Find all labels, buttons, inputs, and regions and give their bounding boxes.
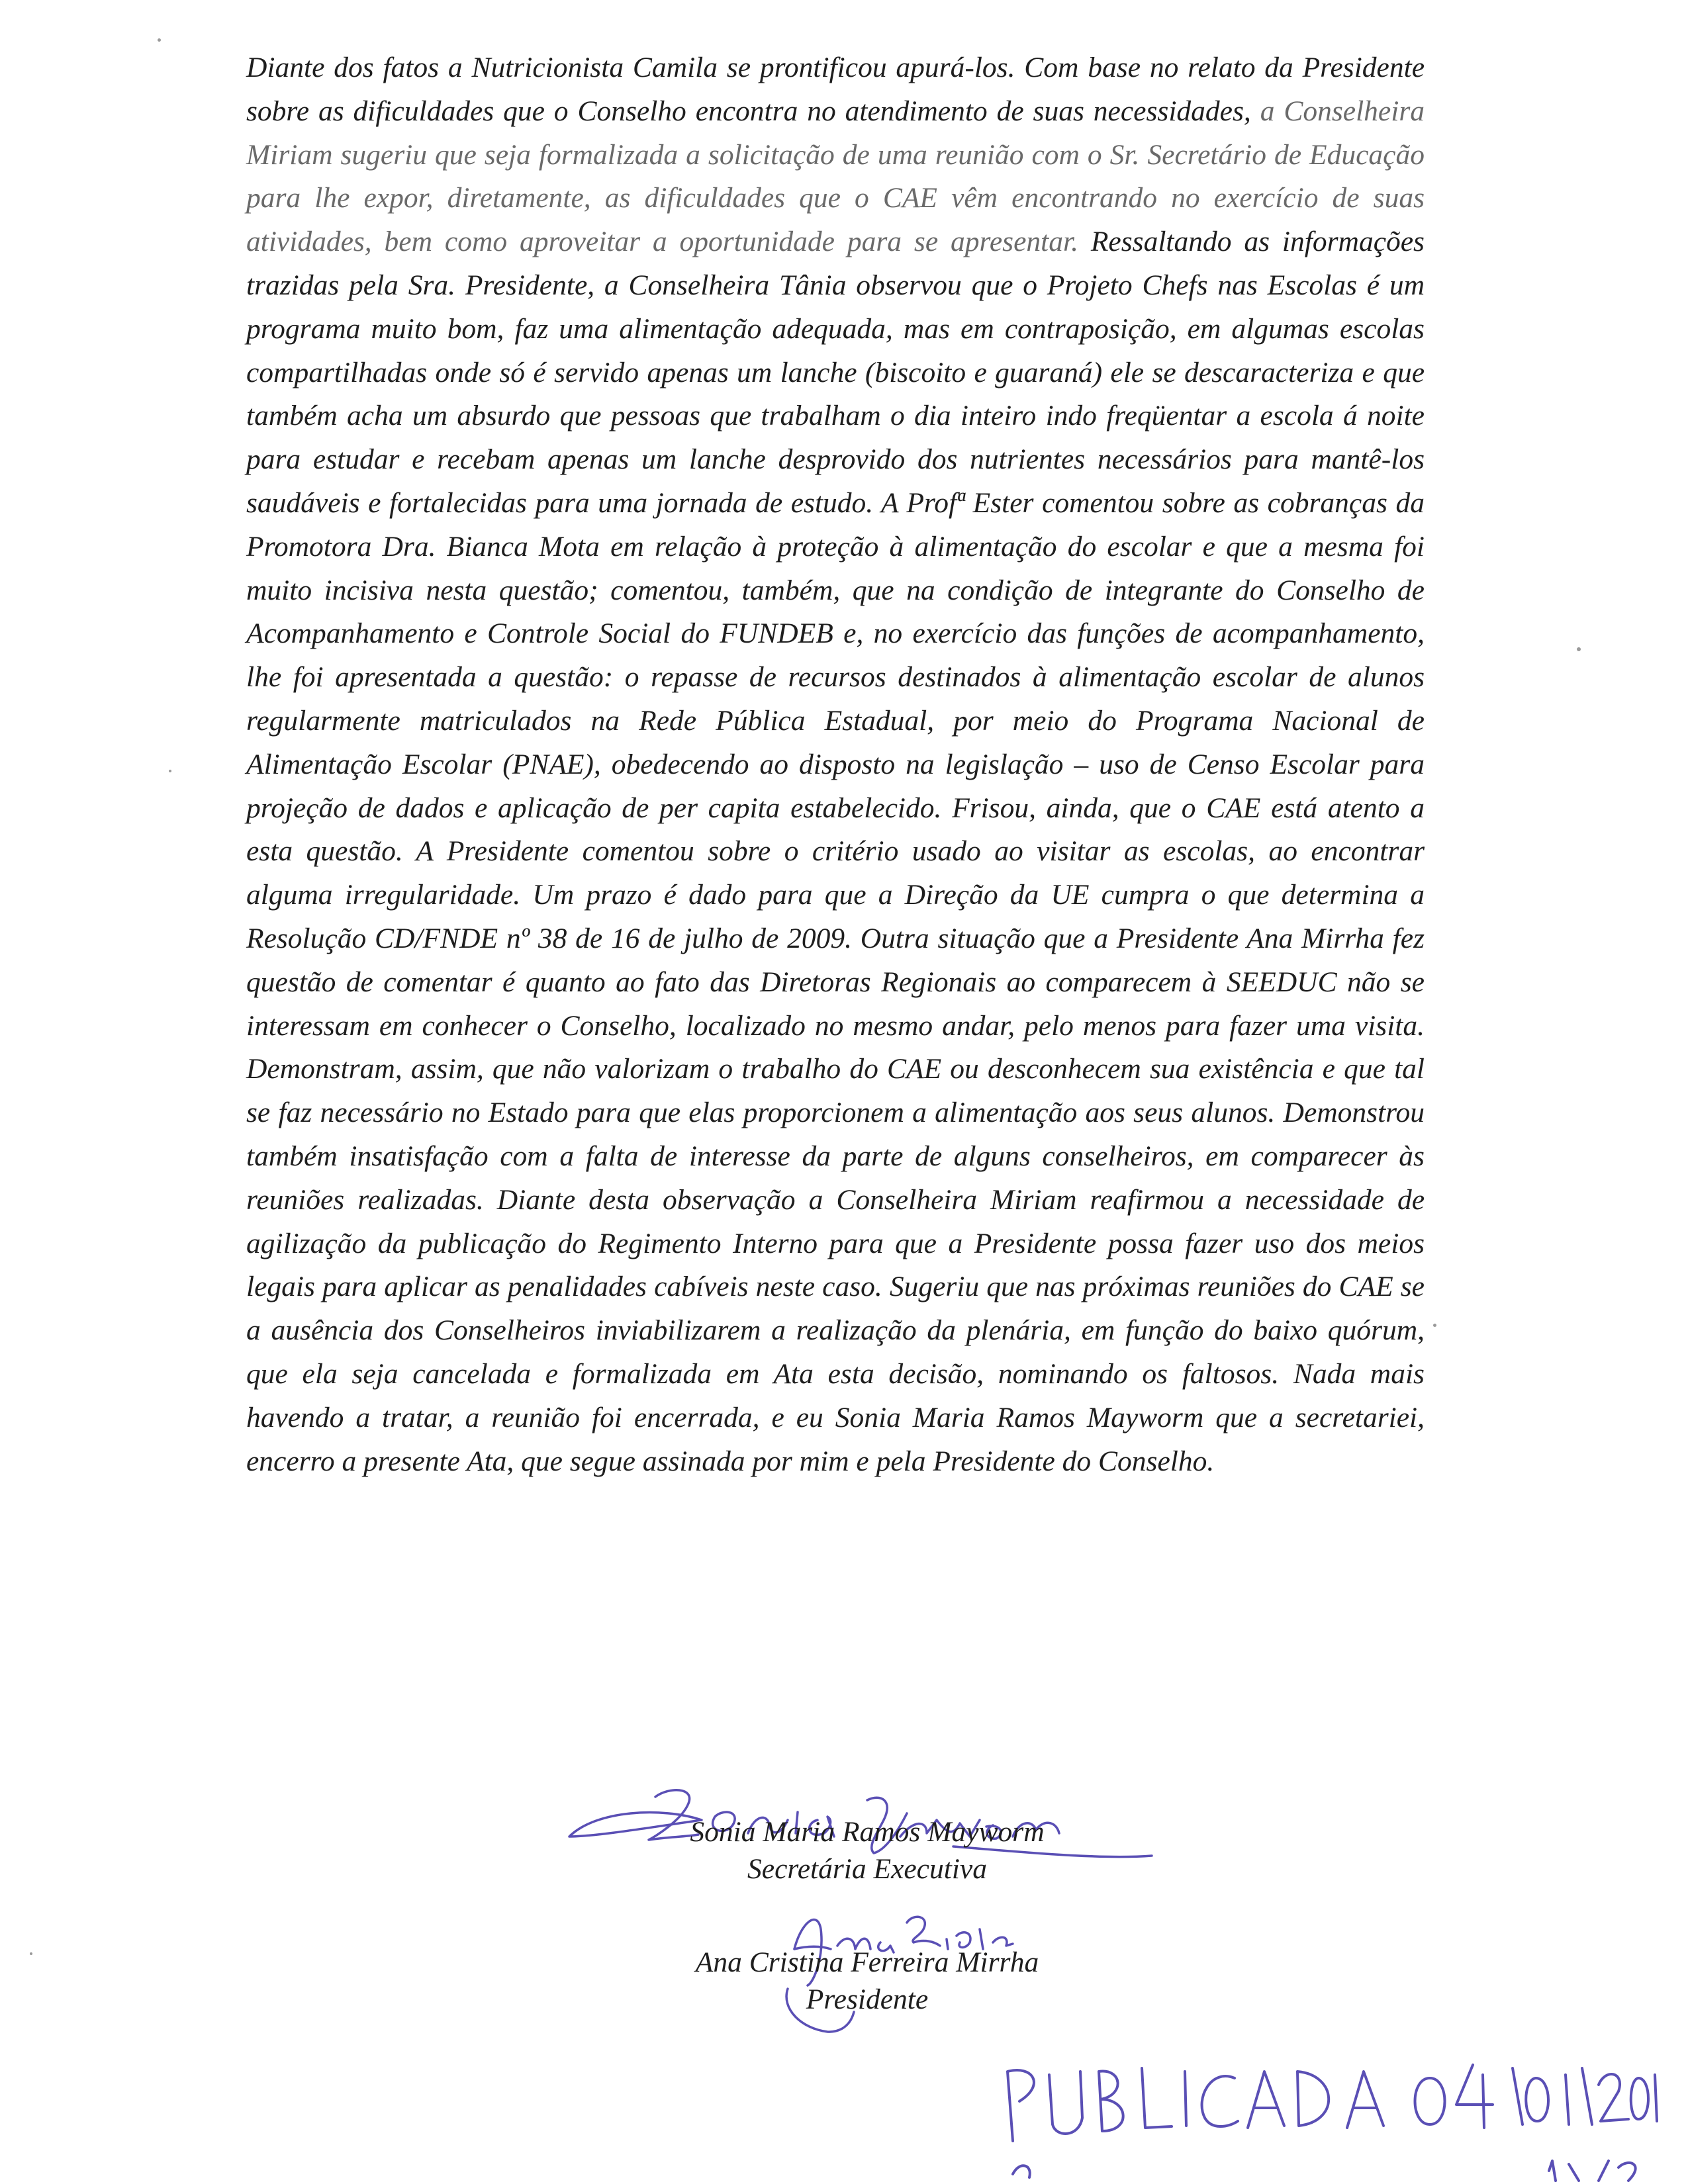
scan-speck <box>30 1952 32 1955</box>
scan-speck <box>158 38 161 42</box>
scan-speck <box>1433 1324 1436 1327</box>
paragraph-part-1: Diante dos fatos a Nutricionista Camila se prontificou apurá-los. Com base no relato da Presidente sobre as dificuldades que o Conselho encontra no atendimento de suas necessidades, <box>246 52 1425 127</box>
signatory-name-1: Sonia Maria Ramos Mayworm <box>690 1816 1045 1848</box>
signatory-name-2: Ana Cristina Ferreira Mirrha <box>695 1946 1039 1978</box>
signatory-role-1: Secretária Executiva <box>747 1853 987 1885</box>
paragraph-part-3: Ressaltando as informações trazidas pela Sra. Presidente, a Conselheira Tânia observou que o Projeto Chefs nas Escolas é um programa muito bom, faz uma alimentação adequada, mas em contraposição, em algumas escolas compartilhadas onde só é servido apenas um lanche (biscoito e guaraná) ele se descaracteriza e que também acha um absurdo que pessoas que trabalham o dia inteiro indo freqüentar a escola á noite para estudar e recebam apenas um lanche desprovido dos nutrientes necessários para mantê-los saudáveis e fortalecidas para uma jornada de estudo. A Profª Ester comentou sobre as cobranças da Promotora Dra. Bianca Mota em relação à proteção à alimentação do escolar e que a mesma foi muito incisiva nesta questão; comentou, também, que na condição de integrante do Conselho de Acompanhamento e Controle Social do FUNDEB e, no exercício das funções de acompanhamento, lhe foi apresentada a questão: o repasse de recursos destinados à alimentação escolar de alunos regularmente matriculados na Rede Pública Estadual, por meio do Programa Nacional de Alimentação Escolar (PNAE), obedecendo ao disposto na legislação – uso de Censo Escolar para projeção de dados e aplicação de per capita estabelecido. Frisou, ainda, que o CAE está atento a esta questão. A Presidente comentou sobre o critério usado ao visitar as escolas, ao encontrar alguma irregularidade. Um prazo é dado para que a Direção da UE cumpra o que determina a Resolução CD/FNDE nº 38 de 16 de julho de 2009. Outra situação que a Presidente Ana Mirrha fez questão de comentar é quanto ao fato das Diretoras Regionais ao comparecem à SEEDUC não se interessam em conhecer o Conselho, localizado no mesmo andar, pelo menos para fazer uma visita. Demonstram, assim, que não valorizam o trabalho do CAE ou desconhecem sua existência e que tal se faz necessário no Estado para que elas proporcionem a alimentação aos seus alunos. Demonstrou também insatisfação com a falta de interesse da parte de alguns conselheiros, em comparecer às reuniões realizadas. Diante desta observação a Conselheira Miriam reafirmou a necessidade de agilização da publicação do Regimento Interno para que a Presidente possa fazer uso dos meios legais para aplicar as penalidades cabíveis neste caso. Sugeriu que nas próximas reuniões do CAE se a ausência dos Conselheiros inviabilizarem a realização da plenária, em função do baixo quórum, que ela seja cancelada e formalizada em Ata esta decisão, nominando os faltosos. Nada mais havendo a tratar, a reunião foi encerrada, e eu Sonia Maria Ramos Mayworm que a secretariei, encerro a presente Ata, que segue assinada por mim e pela Presidente do Conselho. <box>246 226 1425 1477</box>
signature-block <box>569 1813 1165 2018</box>
signatory-role-2: Presidente <box>806 1983 929 2015</box>
scan-speck <box>169 770 171 772</box>
paragraph-part-2-faint: a Conselheira Miriam sugeriu que seja formalizada a solicitação de uma reunião com o Sr. Secretário de Educação para lhe expor, diretamente, as dificuldades que o CAE vêm encontrando no exercício de suas atividades, bem como aproveitar a oportunidade para se apresentar. <box>246 95 1425 258</box>
publicada-handwritten-stamp <box>993 2038 1662 2184</box>
scan-speck <box>1577 647 1581 651</box>
meeting-minutes-paragraph <box>246 46 1425 1483</box>
